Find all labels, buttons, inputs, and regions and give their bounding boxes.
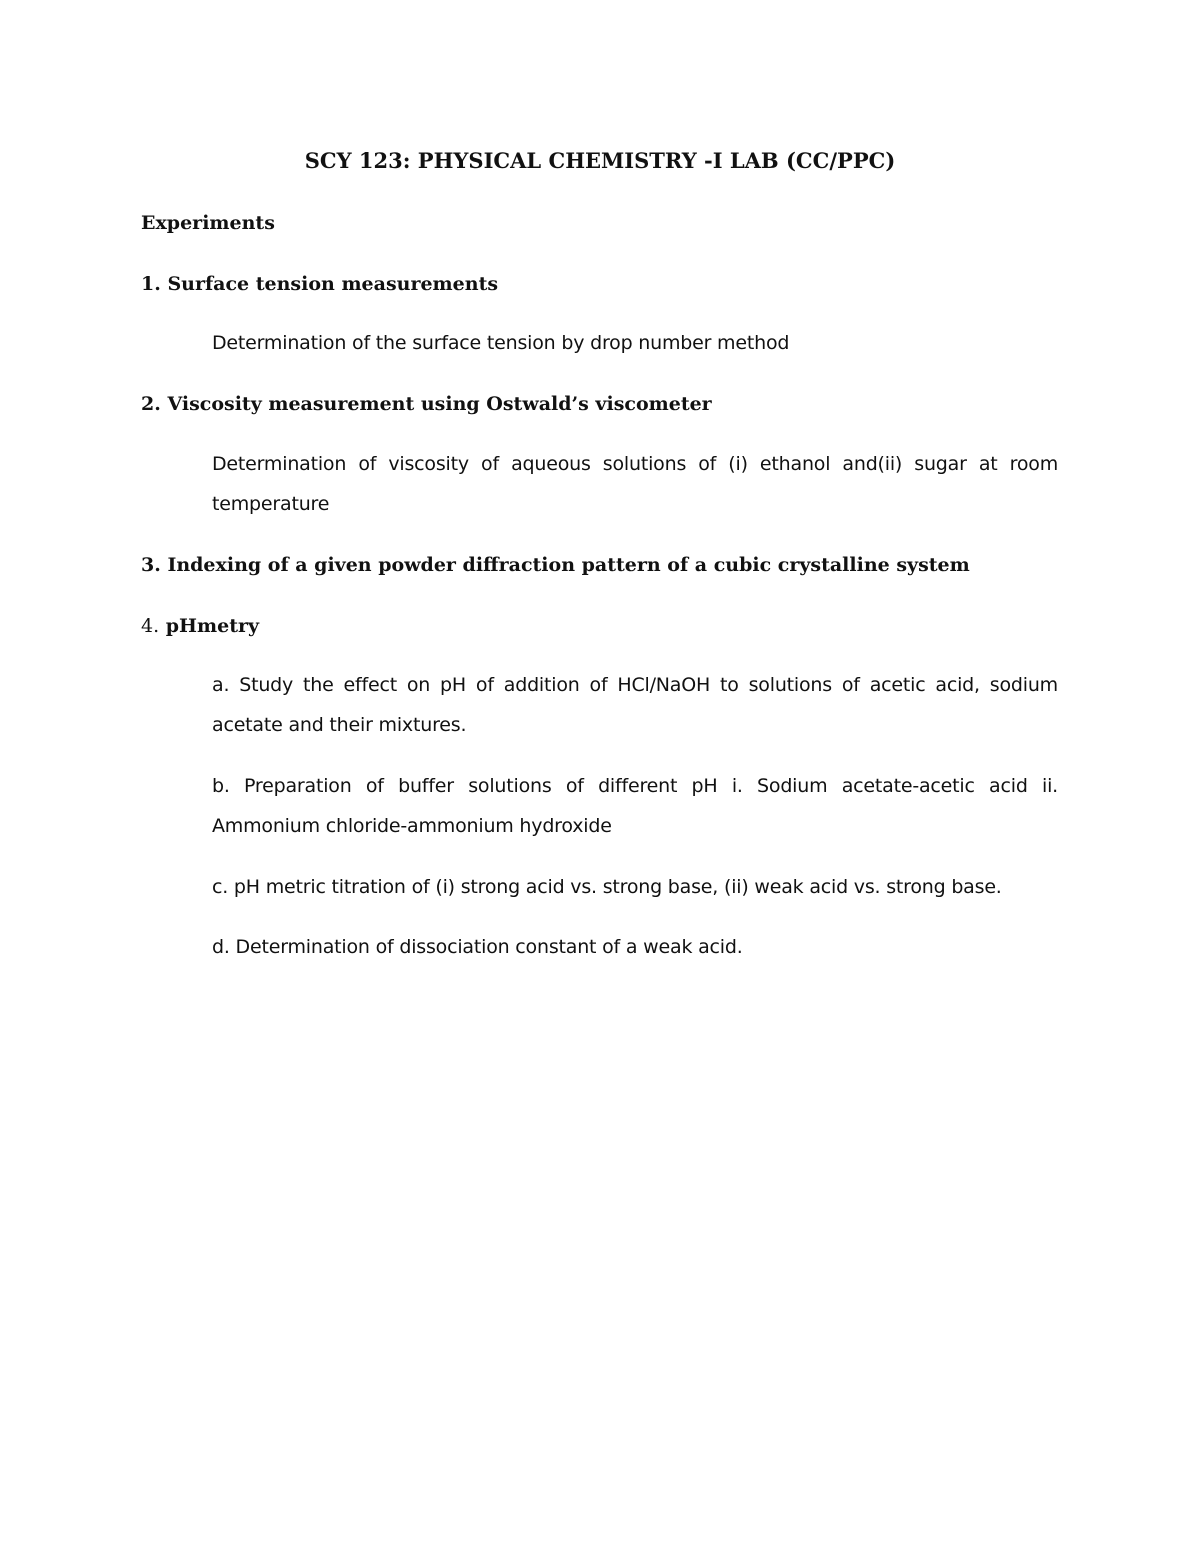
experiment-1-heading: 1. Surface tension measurements: [141, 273, 499, 295]
experiment-1-detail: Determination of the surface tension by drop number method: [212, 332, 790, 354]
experiment-4-title: pHmetry: [165, 615, 260, 637]
experiment-4-number: 4.: [141, 615, 160, 637]
experiment-3-heading: 3. Indexing of a given powder diffraction pattern of a cubic crystalline system: [141, 554, 970, 576]
experiment-4-heading: [141, 612, 259, 640]
experiment-4-detail-a: a. Study the effect on pH of addition of HCl/NaOH to solutions of acetic acid, sodium acetate and their mixtures.: [212, 674, 1058, 736]
document-title: SCY 123: PHYSICAL CHEMISTRY -I LAB (CC/PPC): [304, 148, 896, 173]
experiment-4-detail-d: d. Determination of dissociation constant of a weak acid.: [212, 936, 743, 958]
experiment-4-detail-c: c. pH metric titration of (i) strong acid vs. strong base, (ii) weak acid vs. strong base.: [212, 876, 1002, 898]
experiment-4-detail-b: b. Preparation of buffer solutions of different pH i. Sodium acetate-acetic acid ii. Ammonium chloride-ammonium hydroxide: [212, 775, 1058, 837]
experiment-2-heading: 2. Viscosity measurement using Ostwald’s viscometer: [141, 393, 712, 415]
experiments-heading: Experiments: [141, 212, 275, 234]
experiment-2-detail: Determination of viscosity of aqueous solutions of (i) ethanol and(ii) sugar at room temperature: [212, 453, 1058, 515]
